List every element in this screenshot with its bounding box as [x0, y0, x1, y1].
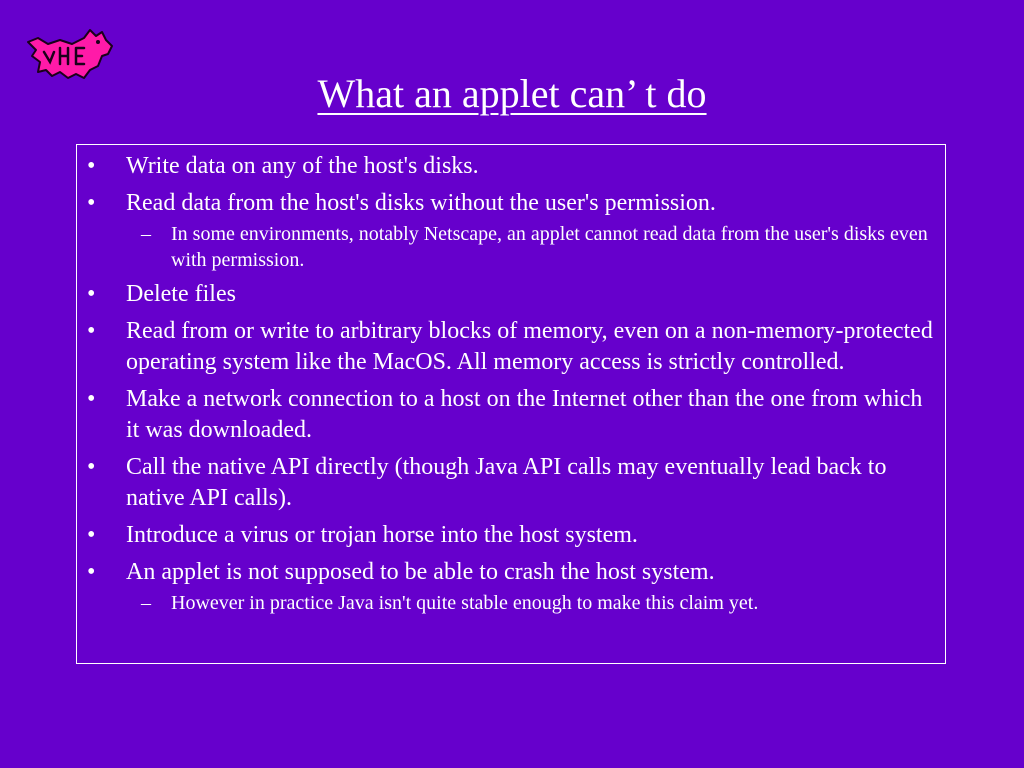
bullet-text: Write data on any of the host's disks.: [126, 153, 479, 179]
sub-bullet-marker: –: [141, 592, 151, 614]
sub-bullet-item: [126, 590, 939, 616]
sub-bullet-text: In some environments, notably Netscape, an applet cannot read data from the user's disks even with permission.: [171, 223, 928, 271]
bullet-text: Delete files: [126, 281, 236, 307]
bullet-marker: •: [87, 281, 96, 307]
sub-bullet-list: [126, 221, 939, 273]
slide-title-text: What an applet can’ t do: [317, 71, 707, 116]
bullet-item: [87, 557, 939, 616]
content-box: [76, 144, 946, 664]
bullet-marker: •: [87, 559, 96, 585]
bullet-text: Introduce a virus or trojan horse into the host system.: [126, 522, 638, 548]
bullet-marker: •: [87, 454, 96, 480]
sub-bullet-marker: –: [141, 223, 151, 245]
slide-title: [0, 72, 1024, 116]
bullet-marker: •: [87, 153, 96, 179]
bullet-item: [87, 279, 939, 310]
bullet-item: [87, 316, 939, 378]
bullet-text: Make a network connection to a host on the Internet other than the one from which it was downloaded.: [126, 386, 923, 443]
bullet-list: [87, 151, 939, 622]
sub-bullet-text: However in practice Java isn't quite stable enough to make this claim yet.: [171, 592, 759, 614]
bullet-text: Read data from the host's disks without the user's permission.: [126, 190, 716, 216]
sub-bullet-list: [126, 590, 939, 616]
bullet-marker: •: [87, 190, 96, 216]
bullet-text: An applet is not supposed to be able to crash the host system.: [126, 559, 715, 585]
bullet-item: [87, 452, 939, 514]
bullet-text: Call the native API directly (though Java API calls may eventually lead back to native API calls).: [126, 454, 887, 511]
bullet-marker: •: [87, 318, 96, 344]
bullet-item: [87, 520, 939, 551]
bullet-item: [87, 188, 939, 273]
bullet-text: Read from or write to arbitrary blocks of memory, even on a non-memory-protected operating system like the MacOS. All memory access is strictly controlled.: [126, 318, 933, 375]
bullet-marker: •: [87, 386, 96, 412]
sub-bullet-item: [126, 221, 939, 273]
bullet-item: [87, 384, 939, 446]
bullet-marker: •: [87, 522, 96, 548]
bullet-item: [87, 151, 939, 182]
